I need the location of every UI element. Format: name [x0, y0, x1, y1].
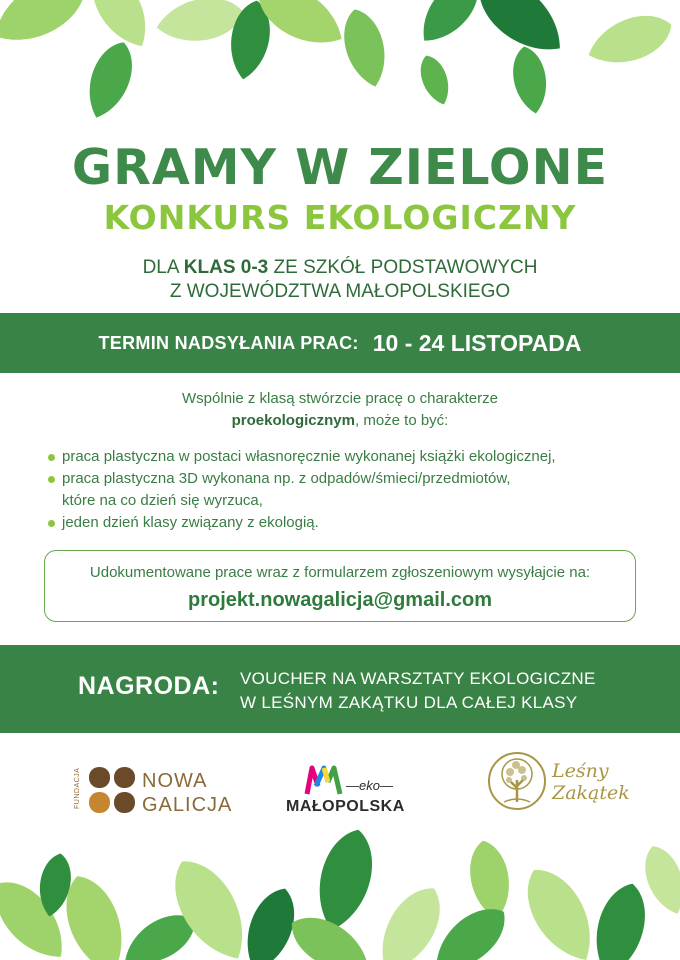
list-item-text: praca plastyczna 3D wykonana np. z odpadów/śmieci/przedmiotów,: [62, 470, 511, 487]
leaf-icon: [367, 877, 454, 960]
prize-banner: [0, 645, 680, 733]
poster-title: GRAMY W ZIELONE: [71, 139, 609, 196]
leaf-icon: [637, 840, 680, 919]
leaf-icon: [465, 837, 516, 922]
logo-lesny-zakatek-line2: Zakątek: [552, 782, 630, 804]
leaf-icon: [282, 905, 379, 960]
tree-logo-icon: [486, 750, 548, 812]
leaf-icon: [80, 0, 160, 56]
logo-malopolska-eko: —eko—: [346, 778, 393, 793]
bullet-dot-icon: [48, 520, 55, 527]
leaf-icon: [513, 858, 607, 960]
prize-line-1: VOUCHER NA WARSZTATY EKOLOGICZNE: [240, 669, 596, 688]
list-item: [46, 446, 666, 468]
leaf-icon: [159, 848, 260, 960]
leaf-icon: [308, 823, 382, 936]
leaf-icon: [0, 869, 78, 960]
logo-lesny-zakatek-line1: Leśny: [552, 760, 609, 782]
intro-line-2: , może to być:: [354, 412, 449, 429]
deadline-value: 10 - 24 LISTOPADA: [372, 329, 582, 356]
leaf-icon: [0, 0, 97, 57]
bullet-dot-icon: [48, 454, 55, 461]
bullet-dot-icon: [48, 476, 55, 483]
sponsor-logos: [0, 748, 680, 828]
work-types-list: [46, 446, 666, 534]
leaf-icon: [236, 882, 305, 960]
logo-nowa-galicja-foundation: FUNDACJA: [74, 767, 81, 809]
logo-nowa-galicja: [74, 758, 234, 818]
list-item: [46, 512, 666, 534]
list-item-text: praca plastyczna w postaci własnoręcznie wykonanej książki ekologicznej,: [62, 448, 556, 465]
leaf-icon: [423, 896, 517, 960]
logo-lesny-zakatek: [486, 750, 630, 820]
leaf-icon: [586, 878, 654, 960]
audience-classes: KLAS 0-3: [183, 257, 269, 278]
leaf-icon: [225, 0, 276, 83]
clover-logo-icon: [88, 766, 136, 814]
leaf-icon: [54, 868, 135, 960]
leaf-icon: [35, 851, 76, 919]
contact-box: [44, 550, 636, 622]
leaf-icon: [508, 44, 551, 117]
leaf-icon: [153, 0, 247, 48]
prize-label: NAGRODA:: [78, 672, 220, 700]
contact-email[interactable]: projekt.nowagalicja@gmail.com: [187, 589, 493, 611]
target-audience: [0, 256, 680, 304]
leaf-icon: [464, 0, 575, 67]
leaf-icon: [116, 904, 204, 960]
intro-text: [0, 388, 680, 432]
audience-suffix: ZE SZKÓŁ PODSTAWOWYCH: [268, 257, 538, 278]
leaf-icon: [415, 51, 456, 108]
intro-emphasis: proekologicznym: [231, 412, 355, 429]
leaf-icon: [79, 36, 142, 124]
leaf-icon: [337, 5, 394, 92]
leaf-icon: [582, 6, 679, 75]
leaf-icon: [247, 0, 353, 58]
intro-line-1: Wspólnie z klasą stwórzcie pracę o charakterze: [182, 390, 498, 407]
audience-prefix: DLA: [142, 257, 184, 278]
audience-region: Z WOJEWÓDZTWA MAŁOPOLSKIEGO: [169, 281, 511, 302]
logo-nowa-galicja-word2: GALICJA: [142, 794, 233, 816]
poster-subtitle: KONKURS EKOLOGICZNY: [103, 198, 577, 237]
leaf-icon: [410, 0, 490, 53]
list-item-continuation: które na co dzień się wyrzuca,: [62, 492, 263, 509]
contact-instructions: Udokumentowane prace wraz z formularzem zgłoszeniowym wysyłajcie na:: [89, 564, 591, 581]
logo-malopolska: [282, 758, 412, 818]
list-item: [46, 468, 666, 512]
prize-description: [240, 667, 596, 715]
prize-line-2: W LEŚNYM ZAKĄTKU DLA CAŁEJ KLASY: [240, 693, 578, 712]
logo-malopolska-name: MAŁOPOLSKA: [286, 798, 405, 815]
top-leaves-decoration: [0, 0, 680, 140]
logo-nowa-galicja-word1: NOWA: [142, 770, 208, 792]
m-logo-icon: [304, 764, 344, 796]
deadline-label: TERMIN NADSYŁANIA PRAC:: [98, 332, 359, 353]
list-item-text: jeden dzień klasy związany z ekologią.: [62, 514, 319, 531]
deadline-banner: [0, 313, 680, 373]
